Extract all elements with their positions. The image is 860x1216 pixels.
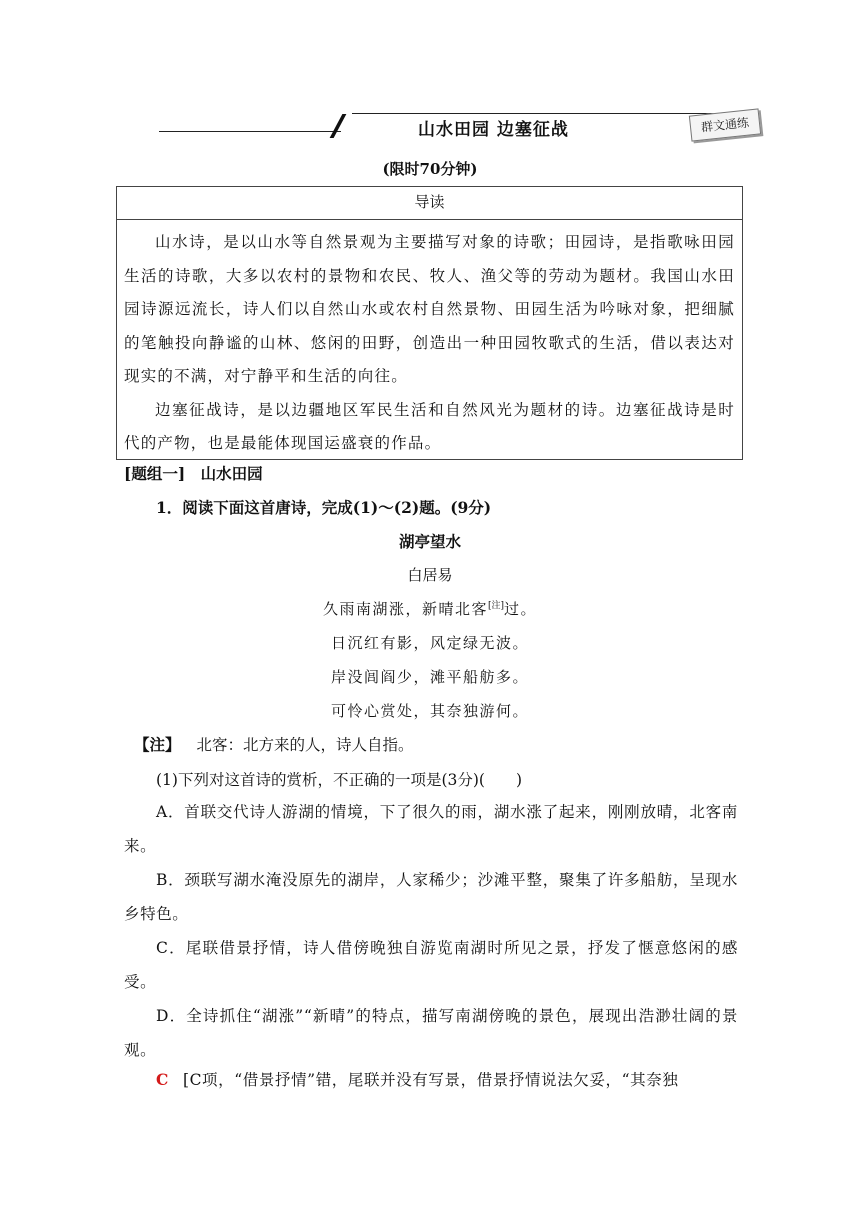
- section-badge-stamp: 群文通练: [689, 108, 761, 141]
- guide-title: 导读: [117, 187, 742, 220]
- note-label: 【注】: [134, 735, 181, 754]
- answer-letter: C: [156, 1070, 169, 1089]
- section-heading: [题组一] 山水田园: [124, 464, 263, 483]
- sub-question-1: (1)下列对这首诗的赏析，不正确的一项是(3分)( ): [156, 771, 523, 789]
- option-b: B．颈联写湖水淹没原先的湖岸，人家稀少；沙滩平整，聚集了许多船舫，呈现水乡特色。: [124, 871, 738, 923]
- header-rule-left: [159, 131, 341, 132]
- answer-explanation: [124, 1068, 744, 1090]
- note-marker: [注]: [487, 601, 505, 611]
- poem-note: [124, 733, 748, 755]
- poem-line: 岸没闾阎少，滩平船舫多。: [330, 668, 529, 686]
- guide-paragraph-1: 山水诗，是以山水等自然景观为主要描写对象的诗歌；田园诗，是指歌咏田园生活的诗歌，大多以农村的景物和农民、牧人、渔父等的劳动为题材。我国山水田园诗源远流长，诗人们以自然山水或农村自然景物、田园生活为吟咏对象，把细腻的笔触投向静谧的山林、悠闲的田野，创造出一种田园牧歌式的生活，借以表达对现实的不满，对宁静平和生活的向往。: [124, 233, 735, 385]
- poem-line: 日沉红有影，风定绿无波。: [330, 634, 529, 652]
- note-text: 北客：北方来的人，诗人自指。: [196, 736, 414, 754]
- header-slash-mark: [330, 114, 347, 138]
- poem-line: 可怜心赏处，其奈独游何。: [330, 702, 529, 720]
- guide-body: [117, 220, 742, 461]
- time-limit: (限时70分钟): [382, 160, 478, 178]
- page-header: [0, 106, 860, 146]
- question-1: 1．阅读下面这首唐诗，完成(1)～(2)题。(9分): [156, 498, 492, 517]
- option-a: A．首联交代诗人游湖的情境，下了很久的雨，湖水涨了起来，刚刚放晴，北客南来。: [124, 803, 738, 855]
- option-c: C．尾联借景抒情，诗人借傍晚独自游览南湖时所见之景，抒发了惬意悠闲的感受。: [124, 939, 738, 991]
- option-d: D．全诗抓住“湖涨”“新晴”的特点，描写南湖傍晚的景色，展现出浩渺壮阔的景观。: [124, 1007, 738, 1059]
- poem-line: 久雨南湖涨，新晴北客[注]过。: [322, 600, 538, 618]
- page-title: 山水田园 边塞征战: [418, 120, 569, 140]
- guide-paragraph-2: 边塞征战诗，是以边疆地区军民生活和自然风光为题材的诗。边塞征战诗是时代的产物，也是最能体现国运盛衰的作品。: [124, 400, 735, 452]
- poem-author: 白居易: [407, 566, 453, 584]
- poem-title: 湖亭望水: [398, 532, 461, 551]
- header-rule-right: [352, 113, 752, 114]
- guide-box: [116, 186, 743, 460]
- answer-text: [C项，“借景抒情”错，尾联并没有写景，借景抒情说法欠妥，“其奈独: [182, 1071, 679, 1089]
